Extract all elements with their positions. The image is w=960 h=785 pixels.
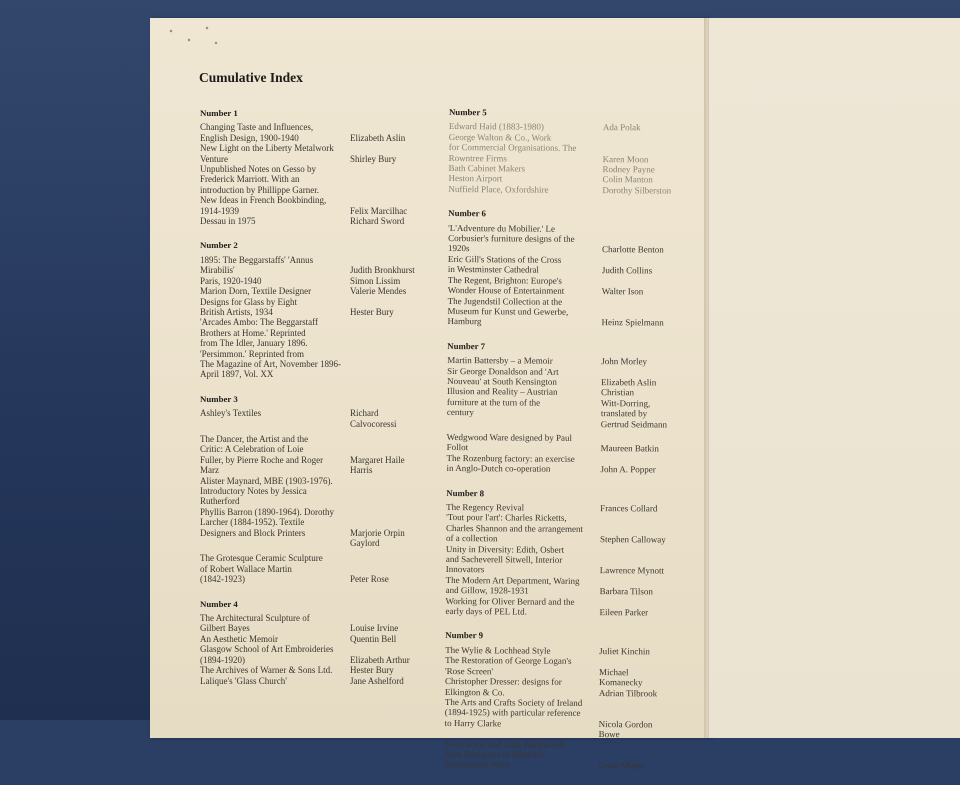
index-section xyxy=(446,341,677,475)
entry-author: Elizabeth Aslin xyxy=(601,366,657,388)
entry-author: Jane Ashelford xyxy=(350,675,404,686)
index-entry xyxy=(445,655,675,677)
index-entry xyxy=(200,255,430,276)
entry-title: The Regent, Brighton: Europe's Wonder House of Entertainment xyxy=(447,274,565,296)
entry-author: Maureen Batkin xyxy=(600,433,659,454)
entry-title: Marion Dorn, Textile Designer xyxy=(200,286,312,297)
entry-author: Komanecky Adrian Tilbrook xyxy=(598,677,658,698)
index-entry xyxy=(448,254,678,276)
index-section xyxy=(200,599,430,686)
section-heading: Number 6 xyxy=(448,208,487,219)
entry-title: Working for Oliver Bernard and the early days of PEL Ltd. xyxy=(445,595,575,617)
entry-title: New Ideas in French Bookbinding, 1914-1939 xyxy=(200,195,327,216)
entry-title: Dessau in 1975 xyxy=(200,216,256,227)
entry-title: Glasgow School of Art Embroideries (1894-1920) xyxy=(200,644,334,665)
index-entry xyxy=(200,613,430,634)
entry-title: The Jugendstil Collection at the Museum fur Kunst und Gewerbe, Hamburg xyxy=(447,295,569,327)
entry-title: The Dancer, the Artist and the Critic: A Celebration of Loie Fuller, by Pierre Roche and Roger Marz xyxy=(200,433,324,476)
index-entry xyxy=(200,434,430,476)
index-entry xyxy=(444,739,674,772)
entry-author xyxy=(350,476,430,507)
entry-title: Bath Cabinet Makers xyxy=(448,163,526,174)
index-entry xyxy=(449,132,679,165)
entry-title: The Modern Art Department, Waring and Gillow, 1928-1931 xyxy=(445,574,580,596)
index-entry xyxy=(200,676,430,686)
index-entry xyxy=(446,544,676,577)
index-section xyxy=(200,108,430,226)
entry-author: Elizabeth Arthur xyxy=(350,654,410,665)
entry-title: Eric Gill's Stations of the Cross in Westminster Cathedral xyxy=(447,253,562,275)
entry-title: Wedgwood Ware designed by Paul Follot xyxy=(446,431,573,453)
section-heading: Number 1 xyxy=(200,108,238,118)
index-entry xyxy=(447,432,677,454)
entry-title: New Light on the Liberty Metalwork Venture xyxy=(200,143,334,164)
index-entry xyxy=(200,476,430,507)
entry-author: Simon Lissim xyxy=(350,275,401,286)
entry-title: The Regency Revival xyxy=(446,501,525,513)
index-section xyxy=(447,208,678,328)
index-entry xyxy=(445,596,675,618)
index-entry xyxy=(448,223,678,256)
entry-title: Unpublished Notes on Gesso by Frederick Marriott. With an introduction by Phillippe Garner. xyxy=(200,164,319,195)
index-entry xyxy=(446,512,676,545)
section-heading: Number 8 xyxy=(446,487,485,498)
entry-author: Walter Ison xyxy=(601,275,644,297)
entry-author: Michael xyxy=(599,656,629,677)
entry-author: Grant Muter xyxy=(598,739,644,771)
entry-title: The Grotesque Ceramic Sculpture of Robert Wallace Martin (1842-1923) xyxy=(200,553,323,585)
page-title: Cumulative Index xyxy=(199,70,303,85)
entry-author: Felix Marcilhac xyxy=(350,205,408,216)
entry-author xyxy=(350,164,430,195)
entry-title: Alister Maynard, MBE (1903-1976). Introductory Notes by Jessica Rutherford xyxy=(200,475,333,507)
entry-author: Colin Manton xyxy=(602,174,653,185)
index-entry xyxy=(200,195,430,216)
entry-author: Peter Rose xyxy=(350,574,389,585)
entry-title: The Archives of Warner & Sons Ltd. xyxy=(200,665,333,676)
index-entry xyxy=(446,453,676,475)
entry-author: Dorothy Silberston xyxy=(602,184,672,196)
entry-author: Christian Witt-Dorring, translated by Gertrud Seidmann xyxy=(600,387,668,430)
entry-author: Karen Moon xyxy=(602,132,649,165)
entry-title: Changing Taste and Influences, English Design, 1900-1940 xyxy=(200,122,314,143)
index-entry xyxy=(200,286,430,296)
entry-author: Judith Bronkhurst xyxy=(350,265,415,276)
index-section xyxy=(448,107,679,196)
index-entry xyxy=(448,184,678,196)
entry-title: Heston Airport xyxy=(448,173,503,184)
entry-author: John Morley xyxy=(601,356,648,367)
index-entry xyxy=(447,386,677,429)
entry-author: Stephen Calloway xyxy=(599,513,666,545)
entry-author: Charlotte Benton xyxy=(601,223,664,255)
entry-author: Lawrence Mynott xyxy=(599,544,665,576)
entry-title: George Walton & Co., Work for Commercial Organisations. The Rowntree Firms xyxy=(448,131,577,164)
index-entry xyxy=(200,553,430,584)
entry-author: Richard Sword xyxy=(350,216,405,227)
section-heading: Number 9 xyxy=(445,630,484,641)
entry-title: Ashley's Textiles xyxy=(200,408,262,419)
right-page xyxy=(708,18,960,738)
entry-author: Nicola Gordon Bowe xyxy=(598,697,653,740)
entry-title: Illusion and Reality – Austrian furniture at the turn of the century xyxy=(446,386,558,418)
index-entry xyxy=(445,676,675,698)
index-section xyxy=(200,240,430,379)
index-entry xyxy=(200,317,430,379)
entry-author: Quentin Bell xyxy=(350,633,397,644)
entry-author: Eileen Parker xyxy=(599,596,649,618)
entry-author: Marjorie Orpin Gaylord xyxy=(350,527,405,549)
entry-author: Valerie Mendes xyxy=(350,286,407,297)
index-entry xyxy=(200,143,430,164)
index-section xyxy=(445,488,676,618)
entry-author: Shirley Bury xyxy=(350,153,397,164)
entry-author: Louise Irvine xyxy=(350,623,399,634)
entry-title: Lalique's 'Glass Church' xyxy=(200,675,287,686)
index-entry xyxy=(200,122,430,143)
entry-title: 'Arcades Ambo: The Beggarstaff Brothers at Home.' Reprinted from The Idler, January 1896. 'Persimmon.' Reprinted from The Magazine of Art, November 1896- April 1897, Vol. XX xyxy=(200,317,341,380)
section-heading: Number 7 xyxy=(447,340,486,351)
entry-title: 1895: The Beggarstaffs' 'Annus Mirabilis' xyxy=(200,254,314,276)
entry-author: Richard Calvocoressi xyxy=(350,408,397,429)
index-column-left xyxy=(200,108,430,700)
section-heading: Number 3 xyxy=(200,393,238,404)
index-entry xyxy=(200,507,430,549)
entry-title: Nuffield Place, Oxfordshire xyxy=(448,183,549,195)
section-heading: Number 2 xyxy=(200,240,238,251)
index-entry xyxy=(200,276,430,286)
entry-author: Heinz Spielmann xyxy=(601,296,664,328)
entry-title: 'Tout pour l'art': Charles Ricketts, Charles Shannon and the arrangement of a collection xyxy=(445,512,584,544)
index-entry xyxy=(200,665,430,675)
entry-title: Edward Haid (1883-1980) xyxy=(448,121,544,133)
entry-title: Paris, 1920-1940 xyxy=(200,275,262,286)
entry-author: Ada Polak xyxy=(602,122,641,133)
entry-author: Rodney Payne xyxy=(602,164,655,175)
entry-title: Christopher Dresser: designs for Elkington & Co. xyxy=(444,676,562,697)
index-entry xyxy=(446,575,676,597)
entry-title: The Rozenburg factory: an exercise in Anglo-Dutch co-operation xyxy=(446,452,575,474)
entry-title: The Architectural Sculpture of Gilbert Bayes xyxy=(200,613,310,634)
entry-title: Martin Battersby – a Memoir xyxy=(447,355,553,366)
entry-title: An Aesthetic Memoir xyxy=(200,633,278,644)
index-entry xyxy=(445,697,675,740)
entry-title: Unity in Diversity: Edith, Osbert and Sacheverell Sitwell, Interior Innovators xyxy=(445,543,565,575)
entry-title: The Restoration of George Logan's 'Rose Screen' xyxy=(445,655,572,677)
entry-author: Hester Bury xyxy=(350,665,394,676)
entry-title: The Wylie & Lochhead Style xyxy=(445,644,551,656)
entry-author: Juliet Kinchin xyxy=(599,645,650,657)
entry-title: Designs for Glass by Eight British Artists, 1934 xyxy=(200,296,297,317)
index-section xyxy=(444,630,675,771)
entry-author: Elizabeth Aslin xyxy=(350,132,406,143)
entry-author: Frances Collard xyxy=(600,503,658,514)
index-entry xyxy=(200,297,430,318)
entry-title: Sir George Donaldson and 'Art Nouveau' at South Kensington xyxy=(447,365,559,387)
index-entry xyxy=(448,275,678,297)
index-entry xyxy=(447,366,677,388)
index-entry xyxy=(200,634,430,644)
index-column-right xyxy=(444,107,679,785)
entry-title: Phyllis Barron (1890-1964). Dorothy Larcher (1884-1952). Textile Designers and Block Printers xyxy=(200,506,334,538)
index-entry xyxy=(200,216,430,226)
index-section xyxy=(200,394,430,585)
entry-author: Margaret Haile Harris xyxy=(350,454,405,476)
entry-author: John A. Popper xyxy=(600,453,656,475)
entry-author: Hester Bury xyxy=(350,306,394,317)
entry-title: Léon Solon and John Wadsworth: Joint Designers of Minton's Secessionist Ware xyxy=(444,738,567,770)
entry-title: 'L'Adventure du Mobilier.' Le Corbusier's furniture designs of the 1920s xyxy=(447,222,575,254)
index-entry xyxy=(200,644,430,665)
entry-title: The Arts and Crafts Society of Ireland (1894-1925) with particular reference to Harry Clarke xyxy=(444,696,583,729)
entry-author: Judith Collins xyxy=(601,254,653,276)
index-entry xyxy=(447,295,677,328)
section-heading: Number 5 xyxy=(448,107,487,118)
index-entry xyxy=(200,164,430,195)
section-heading: Number 4 xyxy=(200,598,238,609)
entry-author: Barbara Tilson xyxy=(599,575,653,597)
paper-speckles xyxy=(165,22,225,52)
index-entry xyxy=(200,408,430,429)
